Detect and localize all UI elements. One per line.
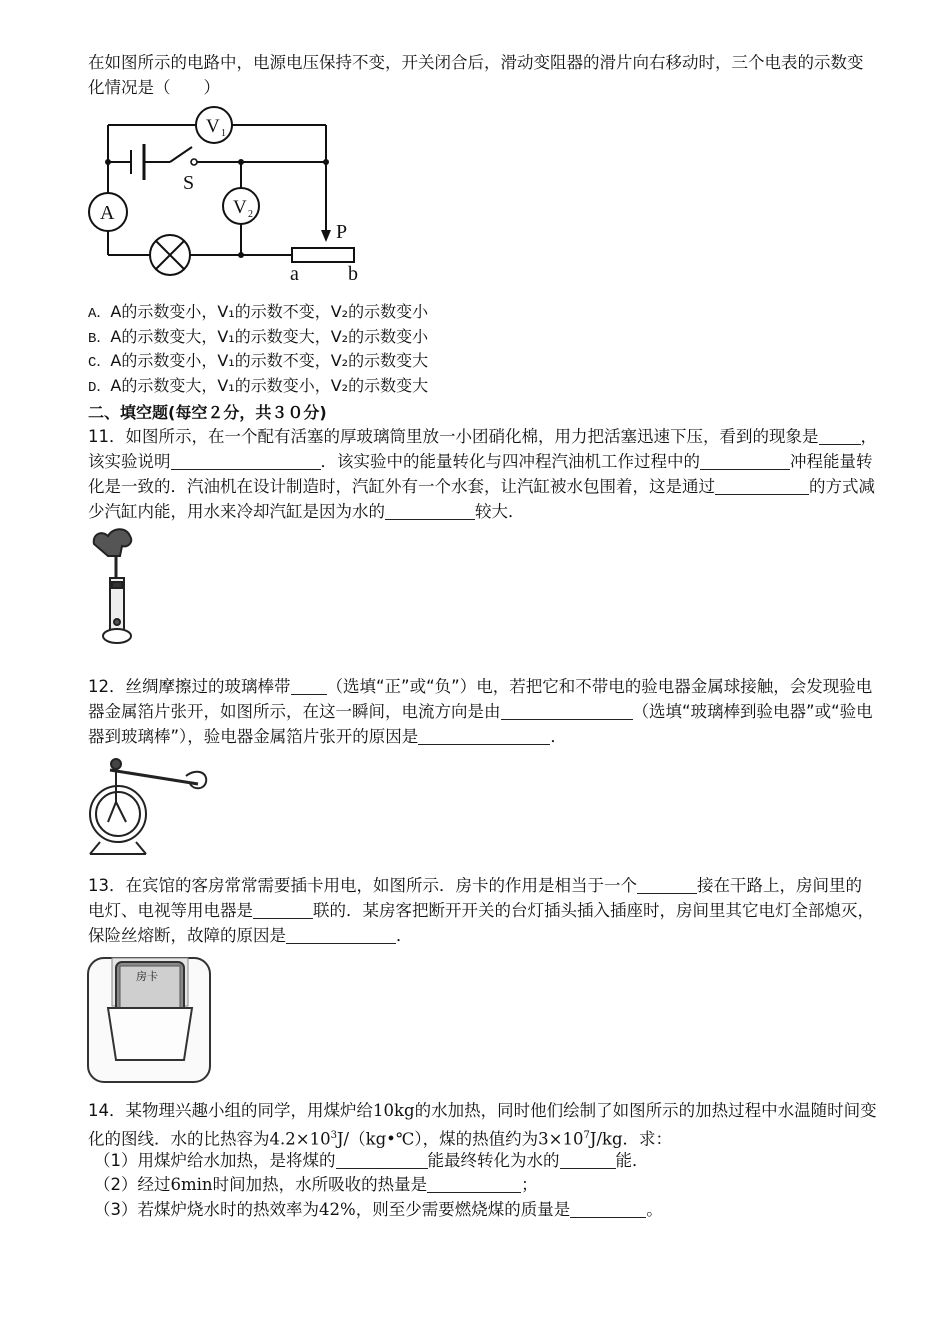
ammeter-label: A (100, 202, 115, 224)
room-card-figure (86, 956, 214, 1086)
blank[interactable] (253, 902, 313, 919)
blank[interactable] (637, 877, 697, 894)
blank[interactable] (286, 927, 396, 944)
q10-option-d: D．A的示数变大，V₁的示数变小，V₂的示数变大 (88, 376, 429, 396)
blank[interactable] (700, 453, 790, 470)
q11-text: 11．如图所示，在一个配有活塞的厚玻璃筒里放一小团硝化棉，用力把活塞迅速下压，看到的现象是 ，该实验说明 ．该实验中的能量转化与四冲程汽油机工作过程中的 冲程能量转化是一致的．汽油机在设计制造时，汽缸外有一个水套，让汽缸被水包围着，这是通过 的方式减少汽缸内能，用水来冷却汽缸是因为水的 较大． (88, 427, 877, 521)
q13-text: 13．在宾馆的客房常常需要插卡用电，如图所示．房卡的作用是相当于一个 接在干路上，房间里的电灯、电视等用电器是 联的．某房客把断开开关的台灯插头插入插座时，房间里其它电灯全部熄灭，保险丝熔断，故障的原因是 ． (88, 876, 874, 945)
electroscope-figure (86, 750, 216, 860)
blank[interactable] (560, 1152, 616, 1169)
room-card-label: 房卡 (136, 970, 158, 983)
glass-cylinder-figure (86, 526, 152, 650)
v2-label: V (233, 197, 247, 218)
q10-stem-line1: 在如图所示的电路中，电源电压保持不变，开关闭合后，滑动变阻器的滑片向右移动时，三个电表的示数变 (88, 53, 864, 72)
v1-label: V (206, 116, 220, 137)
q14-sub1: （1）用煤炉给水加热，是将煤的 能最终转化为水的 能． (94, 1151, 649, 1170)
rheostat-end-a: a (290, 263, 299, 285)
section-heading: 二、填空题(每空２分，共３０分) (88, 403, 327, 422)
q14-text: 14．某物理兴趣小组的同学，用煤炉给10kg的水加热，同时他们绘制了如图所示的加热过程中水温随时间变化的图线．水的比热容为$4.2\times 10^3J/(kg•℃)$，煤的热值约为$3\times 10^7J/kg$．求： (88, 1101, 877, 1149)
v2-subscript: 2 (248, 209, 253, 220)
blank[interactable] (336, 1152, 428, 1169)
blank[interactable] (570, 1201, 646, 1218)
slider-label: P (336, 221, 348, 243)
blank[interactable] (715, 478, 809, 495)
q14-sub3: （3）若煤炉烧水时的热效率为42%，则至少需要燃烧煤的质量是 。 (94, 1200, 663, 1219)
q10-stem-line2: 化情况是（ ） (88, 78, 220, 97)
blank[interactable] (385, 503, 475, 520)
blank[interactable] (501, 703, 633, 720)
blank[interactable] (291, 678, 327, 695)
switch-label: S (183, 172, 195, 194)
q14-sub2: （2）经过6min时间加热，水所吸收的热量是 ； (94, 1175, 538, 1194)
blank[interactable] (427, 1176, 521, 1193)
blank[interactable] (819, 428, 861, 445)
q10-option-a: A．A的示数变小，V₁的示数不变，V₂的示数变小 (88, 302, 429, 322)
v1-subscript: 1 (221, 128, 226, 139)
blank[interactable] (171, 453, 321, 470)
q10-option-c: C．A的示数变小，V₁的示数不变，V₂的示数变大 (88, 351, 429, 371)
q10-option-b: B．A的示数变大，V₁的示数变大，V₂的示数变小 (88, 327, 429, 347)
rheostat-end-b: b (348, 263, 358, 285)
circuit-diagram (86, 100, 376, 285)
blank[interactable] (418, 728, 550, 745)
q12-text: 12．丝绸摩擦过的玻璃棒带 （选填“正”或“负”）电，若把它和不带电的验电器金属球接触，会发现验电器金属箔片张开，如图所示，在这一瞬间，电流方向是由 （选填“玻璃棒到验电器”或“验电器到玻璃棒”），验电器金属箔片张开的原因是 ． (88, 677, 873, 746)
